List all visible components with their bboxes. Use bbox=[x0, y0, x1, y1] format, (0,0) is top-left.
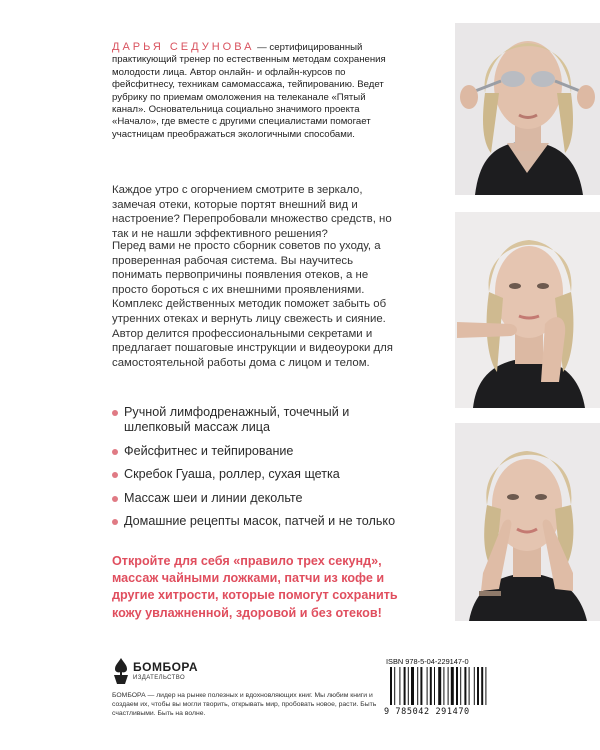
feature-item bbox=[112, 444, 402, 459]
feature-item bbox=[112, 491, 402, 506]
publisher-subtitle: ИЗДАТЕЛЬСТВО bbox=[133, 675, 186, 681]
intro-paragraph: Каждое утро с огорчением смотрите в зеркало, замечая отеки, которые портят внешний вид и настроение? Перепробовали множество средств, но так и не нашли эффективного решения? bbox=[112, 184, 392, 240]
author-name: ДАРЬЯ СЕДУНОВА bbox=[112, 41, 255, 53]
author-photo-spoons bbox=[455, 23, 600, 195]
feature-text: Ручной лимфодренажный, точечный и шлепковый массаж лица bbox=[124, 405, 350, 435]
publisher-brand: БОМБОРА bbox=[133, 660, 199, 674]
bullet-icon bbox=[112, 410, 118, 416]
bombora-logo-icon bbox=[112, 657, 130, 685]
bullet-icon bbox=[112, 472, 118, 478]
feature-text: Массаж шеи и линии декольте bbox=[124, 490, 303, 505]
bullet-icon bbox=[112, 519, 118, 525]
feature-item bbox=[112, 467, 402, 482]
feature-list bbox=[112, 405, 402, 537]
barcode-block bbox=[382, 657, 518, 719]
author-bio bbox=[112, 41, 402, 141]
author-photo-massage bbox=[455, 212, 600, 408]
feature-text: Фейсфитнес и тейпирование bbox=[124, 443, 294, 458]
isbn-label: ISBN 978-5-04-229147-0 bbox=[386, 657, 469, 666]
barcode-digits: 9 785042 291470 bbox=[384, 707, 470, 717]
system-paragraph: Перед вами не просто сборник советов по уходу, а проверенная рабочая система. Вы научитесь понимать первопричины появления отеков, а не просто бороться с их внешними проявлениями. Комплекс действенных методик поможет забыть об утренних отеках и вернуть лицу свежесть и сияние. Автор делится профессиональными секретами и предлагает пошаговые инструкции и видеоуроки для самостоятельной работы дома с лицом и телом. bbox=[112, 240, 393, 369]
publisher-logo bbox=[112, 655, 232, 687]
feature-text: Скребок Гуаша, роллер, сухая щетка bbox=[124, 467, 340, 482]
author-bio-text: — сертифицированный практикующий тренер по естественным методам сохранения молодости лица. Автор онлайн- и офлайн-курсов по фейсфитнесу, техникам самомассажа, тейпированию. Ведет рубрику по приемам омоложения на телеканале «Пятый канал». Основательница социально значимого проекта «Начало», где вместе с другими специалистами помогает участницам преображаться экологичными способами. bbox=[112, 42, 386, 140]
feature-text: Домашние рецепты масок, патчей и не только bbox=[124, 514, 396, 529]
barcode-icon bbox=[386, 667, 514, 707]
promo-text: Откройте для себя «правило трех секунд», массаж чайными ложками, патчи из кофе и другие хитрости, которые помогут сохранить кожу увлажненной, здоровой и без отеков! bbox=[112, 554, 398, 620]
publisher-about: БОМБОРА — лидер на рынке полезных и вдохновляющих книг. Мы любим книги и создаем их, чтобы вы могли творить, открывать мир, пробовать новое, расти. Быть счастливыми. Быть на волне. bbox=[112, 692, 377, 718]
author-photo-cheeks bbox=[455, 423, 600, 621]
bullet-icon bbox=[112, 496, 118, 502]
bullet-icon bbox=[112, 449, 118, 455]
feature-item bbox=[112, 405, 402, 436]
feature-item bbox=[112, 514, 402, 529]
